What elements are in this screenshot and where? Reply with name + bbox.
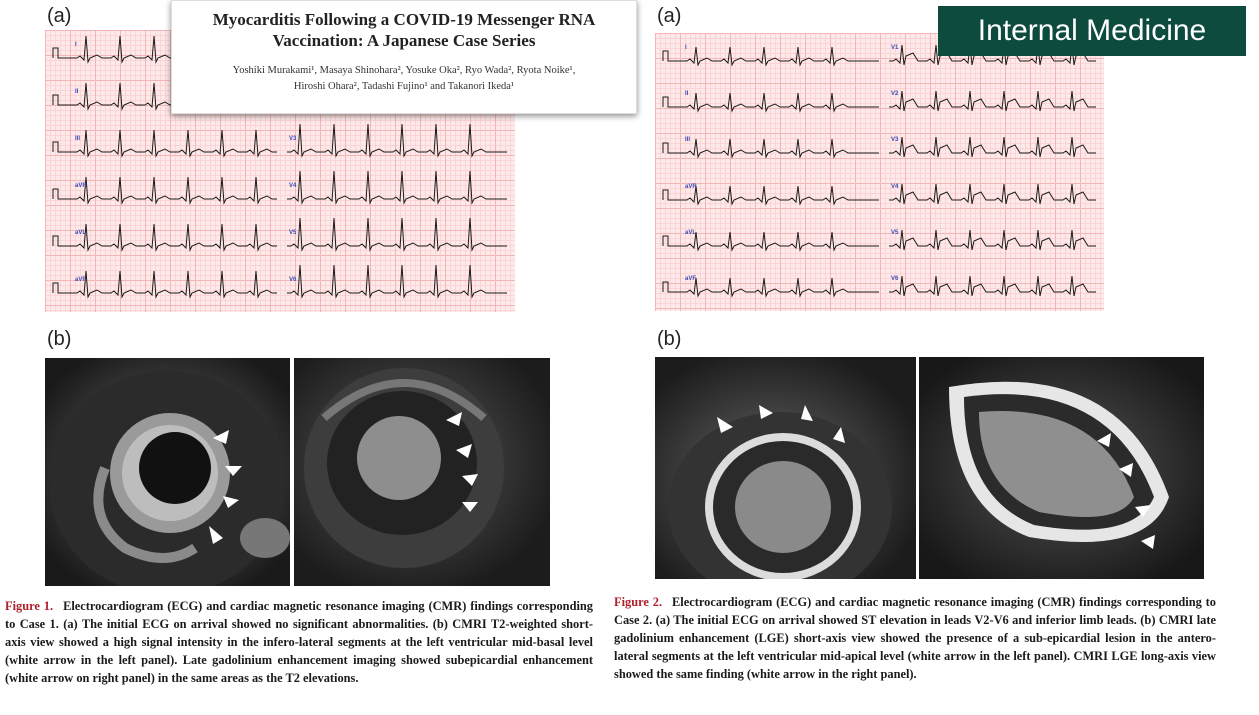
fig2-panel-a-label: (a)	[657, 5, 682, 27]
ecg-lead-label: V2	[891, 91, 899, 97]
ecg-trace	[889, 137, 1096, 157]
ecg-trace	[287, 124, 507, 156]
ecg-trace	[889, 184, 1096, 204]
fig2-mri-lge-short-axis	[655, 357, 916, 579]
ecg-lead-label: III	[75, 136, 81, 142]
fig1-panel-a-label: (a)	[47, 5, 72, 27]
ecg-lead-label: V1	[891, 45, 899, 51]
ecg-lead-label: II	[685, 91, 689, 97]
fig1-caption	[5, 597, 593, 687]
fig1-caption-label: Figure 1.	[5, 599, 54, 613]
ecg-lead-label: aVL	[75, 230, 87, 236]
ecg-lead-label: aVL	[685, 230, 697, 236]
ecg-trace	[287, 265, 507, 297]
ecg-lead-label: III	[685, 137, 691, 143]
ecg-lead-label: V6	[289, 277, 297, 283]
fig2-panel-b-label: (b)	[657, 328, 682, 350]
article-title-card	[171, 0, 637, 114]
ecg-lead-label: V4	[891, 184, 899, 190]
ecg-trace	[53, 224, 277, 250]
ecg-trace	[889, 230, 1096, 250]
fig1-mri-t2-short-axis	[45, 358, 290, 586]
ecg-trace	[53, 271, 277, 297]
fig1-caption-text: Electrocardiogram (ECG) and cardiac magnetic resonance imaging (CMR) findings corresponding to Case 1. (a) The initial ECG on arrival showed no significant abnormalities. (b) CMRI T2-weighted short-axis view showed a high signal intensity in the infero-lateral segments at the left ventricular mid-basal level (white arrow in the left panel). Late gadolinium enhancement imaging showed subepicardial enhancement (white arrow on right panel) in the same areas as the T2 elevations.	[5, 599, 593, 685]
ecg-lead-label: V4	[289, 183, 297, 189]
fig1-mri-lge-short-axis	[294, 358, 550, 586]
ecg-lead-label: II	[75, 89, 79, 95]
fig2-ecg-strip	[655, 33, 1104, 311]
ecg-lead-label: aVF	[75, 277, 87, 283]
article-authors-line2: Hiroshi Ohara², Tadashi Fujino¹ and Takanori Ikeda¹	[293, 81, 515, 92]
article-title-line2: Vaccination: A Japanese Case Series	[272, 31, 536, 50]
ecg-lead-label: V3	[289, 136, 297, 142]
ecg-trace	[663, 93, 879, 111]
ecg-lead-label: I	[75, 42, 77, 48]
ecg-trace	[889, 91, 1096, 111]
fig2-caption	[614, 593, 1216, 683]
ecg-trace	[53, 177, 277, 203]
ecg-lead-label: V5	[891, 230, 899, 236]
ecg-lead-label: aVF	[685, 276, 697, 282]
ecg-trace	[663, 47, 879, 65]
fig2-caption-text: Electrocardiogram (ECG) and cardiac magnetic resonance imaging (CMR) findings corresponding to Case 2. (a) The initial ECG on arrival showed ST elevation in leads V2-V6 and inferior limb leads. (b) CMRI late gadolinium enhancement (LGE) short-axis view showed the presence of a sub-epicardial lesion in the antero-lateral segments at the left ventricular mid-apical level (white arrow in the left panel). CMRI LGE long-axis view showed the same finding (white arrow in the right panel).	[614, 595, 1216, 681]
ecg-trace	[663, 139, 879, 157]
ecg-lead-label: aVR	[75, 183, 87, 189]
fig1-panel-b-label: (b)	[47, 328, 72, 350]
ecg-lead-label: V5	[289, 230, 297, 236]
ecg-lead-label: I	[685, 45, 687, 51]
article-title-line1: Myocarditis Following a COVID-19 Messenger RNA	[212, 10, 596, 29]
fig2-caption-label: Figure 2.	[614, 595, 663, 609]
ecg-trace	[287, 171, 507, 203]
fig2-mri-lge-long-axis	[919, 357, 1204, 579]
ecg-lead-label: V3	[891, 137, 899, 143]
ecg-lead-label: aVR	[685, 184, 697, 190]
article-authors-line1: Yoshiki Murakami¹, Masaya Shinohara², Yosuke Oka², Ryo Wada², Ryota Noike¹,	[232, 65, 576, 76]
ecg-trace	[53, 130, 277, 156]
ecg-lead-label: V6	[891, 276, 899, 282]
ecg-trace	[287, 218, 507, 250]
journal-badge: Internal Medicine	[938, 6, 1246, 56]
ecg-trace	[889, 276, 1096, 296]
